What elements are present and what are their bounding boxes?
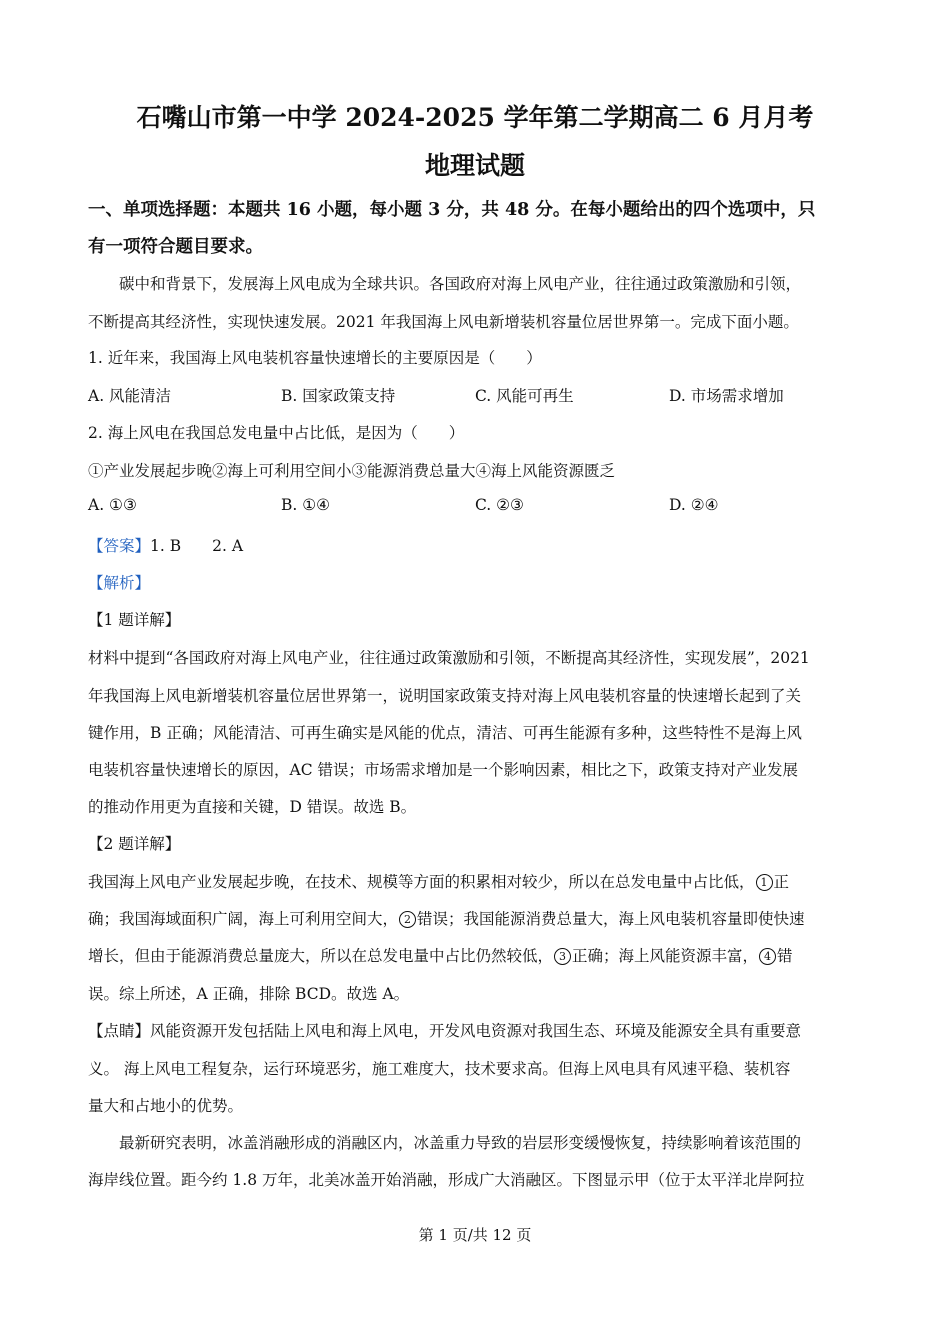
circled-number: 4 <box>759 948 776 965</box>
detail2-line: 我国海上风电产业发展起步晚，在技术、规模等方面的积累相对较少，所以在总发电量中占比低， 1 正 <box>88 873 790 891</box>
detail2-line: 增长，但由于能源消费总量庞大，所以在总发电量中占比仍然较低， 3 正确；海上风能资源丰富， 4 错 <box>88 947 793 965</box>
detail1-line: 年我国海上风电新增装机容量位居世界第一，说明国家政策支持对海上风电装机容量的快速增长起到了关 <box>88 687 802 705</box>
detail1-line: 的推动作用更为直接和关键，D 错误。故选 B。 <box>88 798 417 816</box>
section-heading-line1: 一、单项选择题：本题共 16 小题，每小题 3 分，共 48 分。在每小题给出的四个选项中，只 <box>88 200 816 220</box>
q1-option-c: C. 风能可再生 <box>475 387 574 405</box>
q2-option-b: B. ①④ <box>281 496 331 514</box>
q1-option-d: D. 市场需求增加 <box>669 387 784 405</box>
tip-line2: 义。 海上风电工程复杂，运行环境恶劣，施工难度大，技术要求高。但海上风电具有风速平稳、装机容 <box>88 1060 791 1078</box>
passage1-line2: 不断提高其经济性，实现快速发展。2021 年我国海上风电新增装机容量位居世界第一。完成下面小题。 <box>88 313 799 331</box>
detail1-line: 材料中提到“各国政府对海上风电产业，往往通过政策激励和引领，不断提高其经济性，实现发展”，2021 <box>88 649 810 667</box>
passage2-line2: 海岸线位置。距今约 1.8 万年，北美冰盖开始消融，形成广大消融区。下图显示甲（位于太平洋北岸阿拉 <box>88 1171 805 1189</box>
circled-number: 2 <box>399 911 416 928</box>
detail2-label: 【2 题详解】 <box>88 835 181 853</box>
q2-option-c: C. ②③ <box>475 496 524 514</box>
question2-stem: 2. 海上风电在我国总发电量中占比低，是因为（ ） <box>88 424 465 442</box>
passage2-line1: 最新研究表明，冰盖消融形成的消融区内，冰盖重力导致的岩层形变缓慢恢复，持续影响着该范围的 <box>119 1134 802 1152</box>
detail1-line: 电装机容量快速增长的原因，AC 错误；市场需求增加是一个影响因素，相比之下，政策支持对产业发展 <box>88 761 798 779</box>
answer-label: 【答案】 <box>88 537 151 555</box>
analysis-label: 【解析】 <box>88 574 151 592</box>
answer-text: 1. B 2. A <box>150 537 244 555</box>
q1-option-b: B. 国家政策支持 <box>281 387 396 405</box>
tip-label: 【点睛】 <box>88 1022 151 1040</box>
exam-title: 石嘴山市第一中学 2024-2025 学年第二学期高二 6 月月考 <box>136 103 814 132</box>
circled-number: 3 <box>554 948 571 965</box>
question2-statements: ①产业发展起步晚②海上可利用空间小③能源消费总量大④海上风能资源匮乏 <box>88 462 616 480</box>
detail2-line: 误。综上所述，A 正确，排除 BCD。故选 A。 <box>88 985 410 1003</box>
detail2-line: 确；我国海域面积广阔，海上可利用空间大， 2 错误；我国能源消费总量大，海上风电装机容量即使快速 <box>88 910 805 928</box>
question1-stem: 1. 近年来，我国海上风电装机容量快速增长的主要原因是（ ） <box>88 349 542 367</box>
detail1-label: 【1 题详解】 <box>88 611 181 629</box>
tip-line3: 量大和占地小的优势。 <box>88 1097 244 1115</box>
answer-row <box>88 534 868 556</box>
exam-subject-title: 地理试题 <box>424 151 525 180</box>
q2-option-d: D. ②④ <box>669 496 719 514</box>
tip-row: 【点睛】风能资源开发包括陆上风电和海上风电，开发风电资源对我国生态、环境及能源安全具有重要意 <box>88 1022 802 1040</box>
detail1-line: 键作用，B 正确；风能清洁、可再生确实是风能的优点，清洁、可再生能源有多种，这些特性不是海上风 <box>88 724 802 742</box>
page-footer: 第 1 页/共 12 页 <box>418 1226 532 1244</box>
passage1-line1: 碳中和背景下，发展海上风电成为全球共识。各国政府对海上风电产业，往往通过政策激励和引领， <box>119 275 802 293</box>
q1-option-a: A. 风能清洁 <box>88 387 172 405</box>
circled-number: 1 <box>756 874 773 891</box>
q2-option-a: A. ①③ <box>88 496 137 514</box>
section-heading-line2: 有一项符合题目要求。 <box>88 237 263 257</box>
